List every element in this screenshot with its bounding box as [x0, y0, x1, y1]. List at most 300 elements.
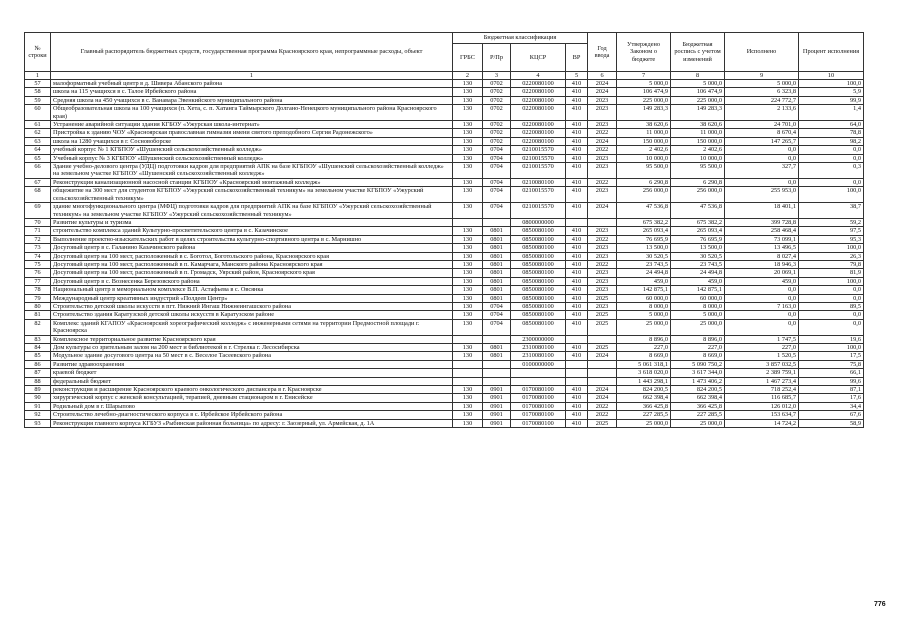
row-name: хирургический корпус с женской консультацией, терапией, дневным стационаром в г. Енисейске: [51, 394, 453, 402]
table-row: [25, 137, 864, 145]
row-percent: 5,9: [799, 88, 864, 96]
row-roster: 38 620,6: [671, 121, 725, 129]
row-name: здание многофункционального центра (МФЦ) подготовки кадров для предприятий АПК на базе КГБПОУ «Ужурский сельскохозяйственный техникум» на земельном участке КГБПОУ «Ужурский сельскохозяйственный техникум»: [51, 203, 453, 219]
row-executed: 147 265,7: [725, 137, 799, 145]
row-roster: 150 000,0: [671, 137, 725, 145]
row-percent: 97,5: [799, 227, 864, 235]
row-year: 2024: [588, 386, 617, 394]
row-grbs: 130: [453, 419, 483, 427]
table-row: [25, 129, 864, 137]
row-vr: 410: [566, 129, 588, 137]
row-executed: 258 468,4: [725, 227, 799, 235]
row-approved: 824 200,5: [617, 386, 671, 394]
row-name: Досуговый центр в с. Галанино Казачинского района: [51, 244, 453, 252]
row-roster: 675 382,2: [671, 218, 725, 226]
row-number: 75: [25, 260, 51, 268]
row-roster: 366 425,8: [671, 402, 725, 410]
row-approved: 8 000,0: [617, 302, 671, 310]
row-name: Национальный центр в мемориальном комплексе В.П. Астафьева в с. Овсянка: [51, 286, 453, 294]
row-executed: 0,0: [725, 178, 799, 186]
row-roster: 23 743,5: [671, 260, 725, 268]
row-rpr: 0801: [483, 277, 511, 285]
row-year: 2022: [588, 235, 617, 243]
row-approved: 225 000,0: [617, 96, 671, 104]
row-number: 66: [25, 163, 51, 179]
row-name: федеральный бюджет: [51, 377, 453, 385]
row-roster: 25 000,0: [671, 319, 725, 335]
row-kcsr: 0800000000: [511, 218, 566, 226]
row-percent: 0,0: [799, 319, 864, 335]
row-approved: 2 402,6: [617, 146, 671, 154]
row-year: 2023: [588, 269, 617, 277]
row-grbs: 130: [453, 121, 483, 129]
row-percent: 99,9: [799, 96, 864, 104]
row-executed: 24 701,0: [725, 121, 799, 129]
row-kcsr: 0850080100: [511, 227, 566, 235]
row-executed: 14 724,2: [725, 419, 799, 427]
row-percent: 0,0: [799, 146, 864, 154]
row-executed: 399 728,8: [725, 218, 799, 226]
row-grbs: 130: [453, 394, 483, 402]
row-approved: 142 875,1: [617, 286, 671, 294]
row-number: 73: [25, 244, 51, 252]
row-rpr: 0801: [483, 244, 511, 252]
row-name: школа на 1280 учащихся в г. Сосновоборске: [51, 137, 453, 145]
row-year: 2024: [588, 88, 617, 96]
row-percent: 26,3: [799, 252, 864, 260]
row-rpr: 0704: [483, 319, 511, 335]
row-vr: 410: [566, 302, 588, 310]
row-kcsr: 0850080100: [511, 260, 566, 268]
row-approved: 60 000,0: [617, 294, 671, 302]
row-percent: 38,7: [799, 203, 864, 219]
row-rpr: 0704: [483, 302, 511, 310]
row-year: 2022: [588, 260, 617, 268]
row-approved: 149 283,3: [617, 105, 671, 121]
row-roster: 5 000,0: [671, 311, 725, 319]
row-approved: 25 000,0: [617, 419, 671, 427]
row-grbs: 130: [453, 286, 483, 294]
row-year: 2025: [588, 294, 617, 302]
table-row: [25, 369, 864, 377]
row-roster: 60 000,0: [671, 294, 725, 302]
row-number: 89: [25, 386, 51, 394]
row-number: 69: [25, 203, 51, 219]
row-number: 92: [25, 411, 51, 419]
row-year: 2025: [588, 319, 617, 335]
page-number: 776: [874, 601, 886, 608]
row-vr: 410: [566, 96, 588, 104]
table-row: [25, 178, 864, 186]
row-grbs: [453, 335, 483, 343]
row-kcsr: 0850080100: [511, 302, 566, 310]
row-number: 72: [25, 235, 51, 243]
row-roster: 76 695,9: [671, 235, 725, 243]
row-number: 60: [25, 105, 51, 121]
row-kcsr: 0850080100: [511, 294, 566, 302]
row-executed: 13 496,5: [725, 244, 799, 252]
row-year: 2022: [588, 411, 617, 419]
row-roster: 30 520,5: [671, 252, 725, 260]
row-year: 2025: [588, 311, 617, 319]
row-grbs: 130: [453, 235, 483, 243]
table-row: [25, 88, 864, 96]
row-number: 79: [25, 294, 51, 302]
row-rpr: 0704: [483, 311, 511, 319]
row-rpr: 0702: [483, 96, 511, 104]
row-rpr: 0702: [483, 137, 511, 145]
row-approved: 227,0: [617, 344, 671, 352]
row-year: 2022: [588, 146, 617, 154]
row-percent: 98,2: [799, 137, 864, 145]
row-kcsr: 0220080100: [511, 105, 566, 121]
row-roster: 25 000,0: [671, 419, 725, 427]
row-year: 2023: [588, 252, 617, 260]
row-name: краевой бюджет: [51, 369, 453, 377]
header-grbs: ГРБС: [453, 44, 483, 72]
row-name: Пристройка к зданию ЧОУ «Красноярская православная гимназия имени святого преподобного Сергия Радонежского»: [51, 129, 453, 137]
row-approved: 1 443 298,1: [617, 377, 671, 385]
row-rpr: 0702: [483, 121, 511, 129]
row-year: [588, 369, 617, 377]
table-row: [25, 121, 864, 129]
row-grbs: 130: [453, 129, 483, 137]
row-executed: 0,0: [725, 154, 799, 162]
row-executed: 3 857 032,5: [725, 360, 799, 368]
row-executed: 5 000,0: [725, 80, 799, 88]
row-year: [588, 218, 617, 226]
row-roster: 459,0: [671, 277, 725, 285]
table-row: [25, 319, 864, 335]
row-number: 84: [25, 344, 51, 352]
row-kcsr: 0170080100: [511, 394, 566, 402]
row-rpr: 0704: [483, 146, 511, 154]
row-name: Развитие здравоохранения: [51, 360, 453, 368]
row-name: Досуговый центр на 100 мест, расположенный в п. Камарчага, Манского района Красноярского края: [51, 260, 453, 268]
table-row: [25, 377, 864, 385]
row-executed: 18 401,1: [725, 203, 799, 219]
row-vr: 410: [566, 121, 588, 129]
row-kcsr: [511, 377, 566, 385]
row-name: Средняя школа на 450 учащихся в с. Ванавара Эвенкийского муниципального района: [51, 96, 453, 104]
row-approved: 23 743,5: [617, 260, 671, 268]
row-kcsr: 0850080100: [511, 244, 566, 252]
row-rpr: 0801: [483, 235, 511, 243]
row-grbs: 130: [453, 178, 483, 186]
row-year: 2025: [588, 344, 617, 352]
row-number: 67: [25, 178, 51, 186]
row-rpr: 0801: [483, 252, 511, 260]
row-roster: 5 000,0: [671, 80, 725, 88]
row-year: 2023: [588, 227, 617, 235]
row-name: Модульное здание досугового центра на 50 мест в с. Веселое Тасеевского района: [51, 352, 453, 360]
row-rpr: 0901: [483, 419, 511, 427]
row-number: 91: [25, 402, 51, 410]
row-roster: 10 000,0: [671, 154, 725, 162]
row-name: общежитие на 300 мест для студентов КГБПОУ «Ужурский сельскохозяйственный техникум» на земельном участке КГБПОУ «Ужурский сельскохозяйственный техникум»: [51, 187, 453, 203]
row-vr: 410: [566, 235, 588, 243]
row-percent: 100,0: [799, 344, 864, 352]
row-percent: 89,5: [799, 302, 864, 310]
row-number: 88: [25, 377, 51, 385]
table-header: [25, 33, 864, 80]
row-grbs: [453, 369, 483, 377]
row-vr: 410: [566, 277, 588, 285]
row-rpr: [483, 218, 511, 226]
column-number: 2: [453, 72, 483, 80]
row-roster: 265 093,4: [671, 227, 725, 235]
row-percent: 0,0: [799, 286, 864, 294]
row-approved: 24 494,8: [617, 269, 671, 277]
row-percent: 67,6: [799, 411, 864, 419]
row-percent: 100,0: [799, 244, 864, 252]
table-row: [25, 411, 864, 419]
table-row: [25, 252, 864, 260]
row-percent: 100,0: [799, 80, 864, 88]
header-rpr: Р/Пр: [483, 44, 511, 72]
row-vr: 410: [566, 286, 588, 294]
table-row: [25, 402, 864, 410]
row-executed: 18 946,3: [725, 260, 799, 268]
row-vr: 410: [566, 386, 588, 394]
row-vr: 410: [566, 163, 588, 179]
row-number: 78: [25, 286, 51, 294]
row-number: 65: [25, 154, 51, 162]
row-number: 85: [25, 352, 51, 360]
row-executed: 153 634,7: [725, 411, 799, 419]
row-year: 2024: [588, 80, 617, 88]
row-percent: 87,1: [799, 386, 864, 394]
row-rpr: 0704: [483, 154, 511, 162]
row-rpr: 0801: [483, 344, 511, 352]
row-name: Реконструкция главного корпуса КГБУЗ «Рыбинская районная больница» по адресу: г. Заозерный, ул. Армейская, д. 1А: [51, 419, 453, 427]
row-roster: 149 283,3: [671, 105, 725, 121]
row-roster: 227 285,5: [671, 411, 725, 419]
row-number: 82: [25, 319, 51, 335]
row-rpr: [483, 369, 511, 377]
table-row: [25, 163, 864, 179]
row-executed: 327,7: [725, 163, 799, 179]
row-number: 70: [25, 218, 51, 226]
row-kcsr: 0850080100: [511, 286, 566, 294]
row-approved: 265 093,4: [617, 227, 671, 235]
table-row: [25, 187, 864, 203]
row-year: 2022: [588, 402, 617, 410]
row-year: 2024: [588, 203, 617, 219]
row-name: Досуговый центр на 100 мест, расположенный в с. Боготол, Боготольского района, Красноярского края: [51, 252, 453, 260]
row-grbs: 130: [453, 187, 483, 203]
row-roster: 256 000,0: [671, 187, 725, 203]
row-roster: 24 494,8: [671, 269, 725, 277]
row-vr: [566, 369, 588, 377]
row-percent: 75,8: [799, 360, 864, 368]
row-percent: 95,3: [799, 235, 864, 243]
row-vr: 410: [566, 187, 588, 203]
table-row: [25, 360, 864, 368]
row-roster: 3 617 344,0: [671, 369, 725, 377]
table-row: [25, 244, 864, 252]
table-row: [25, 302, 864, 310]
header-roster: Бюджетная роспись с учетом изменений: [671, 33, 725, 72]
table-row: [25, 146, 864, 154]
row-executed: 1 467 273,4: [725, 377, 799, 385]
row-vr: 410: [566, 88, 588, 96]
row-name: Дом культуры со зрительным залом на 200 мест и библиотекой в г. Стрелка г. Лесосибирска: [51, 344, 453, 352]
row-grbs: 130: [453, 319, 483, 335]
row-grbs: 130: [453, 146, 483, 154]
row-grbs: 130: [453, 252, 483, 260]
row-grbs: 130: [453, 344, 483, 352]
table-row: [25, 80, 864, 88]
row-rpr: 0901: [483, 402, 511, 410]
row-vr: 410: [566, 137, 588, 145]
row-name: малоформатный учебный центр в д. Шивера Абанского района: [51, 80, 453, 88]
row-grbs: 130: [453, 105, 483, 121]
row-kcsr: 0850080100: [511, 252, 566, 260]
row-kcsr: 0220080100: [511, 121, 566, 129]
row-year: 2022: [588, 178, 617, 186]
row-name: учебный корпус № 1 КГБПОУ «Шушенский сельскохозяйственный колледж»: [51, 146, 453, 154]
row-name: Досуговый центр в с. Вознесенка Березовского района: [51, 277, 453, 285]
row-grbs: 130: [453, 260, 483, 268]
row-percent: 19,6: [799, 335, 864, 343]
row-number: 81: [25, 311, 51, 319]
column-number: 8: [671, 72, 725, 80]
row-vr: 410: [566, 252, 588, 260]
row-executed: 73 099,1: [725, 235, 799, 243]
row-year: 2023: [588, 286, 617, 294]
row-vr: 410: [566, 411, 588, 419]
row-vr: 410: [566, 203, 588, 219]
row-name: Досуговый центр на 100 мест, расположенный в п. Громадск, Уярский район, Красноярского края: [51, 269, 453, 277]
row-percent: 100,0: [799, 187, 864, 203]
row-number: 61: [25, 121, 51, 129]
row-grbs: 130: [453, 411, 483, 419]
table-row: [25, 277, 864, 285]
header-executed: Исполнено: [725, 33, 799, 72]
row-approved: 5 061 318,1: [617, 360, 671, 368]
row-grbs: 130: [453, 302, 483, 310]
row-approved: 13 500,0: [617, 244, 671, 252]
row-vr: 410: [566, 419, 588, 427]
row-percent: 34,4: [799, 402, 864, 410]
row-year: [588, 335, 617, 343]
row-percent: 66,1: [799, 369, 864, 377]
row-rpr: 0901: [483, 411, 511, 419]
row-number: 80: [25, 302, 51, 310]
row-name: Реконструкция канализационной насосной станции КГБПОУ «Красноярский монтажный колледж»: [51, 178, 453, 186]
row-number: 76: [25, 269, 51, 277]
row-grbs: [453, 360, 483, 368]
row-kcsr: 0210015570: [511, 146, 566, 154]
table-row: [25, 419, 864, 427]
row-kcsr: 0220080100: [511, 88, 566, 96]
row-kcsr: 0210015570: [511, 154, 566, 162]
row-number: 58: [25, 88, 51, 96]
row-year: 2023: [588, 121, 617, 129]
row-kcsr: 0220080100: [511, 80, 566, 88]
row-vr: [566, 377, 588, 385]
row-year: 2023: [588, 154, 617, 162]
row-roster: 106 474,9: [671, 88, 725, 96]
row-name: Родильный дом в г. Шарыпово: [51, 402, 453, 410]
row-vr: 410: [566, 80, 588, 88]
row-grbs: 130: [453, 227, 483, 235]
table-row: [25, 235, 864, 243]
column-number: 9: [725, 72, 799, 80]
document-page: [24, 32, 863, 428]
row-number: 77: [25, 277, 51, 285]
row-percent: 100,0: [799, 277, 864, 285]
table-row: [25, 154, 864, 162]
row-percent: 0,0: [799, 154, 864, 162]
row-number: 63: [25, 137, 51, 145]
row-name: Устранение аварийной ситуации здания КГБОУ «Ужурская школа-интернат»: [51, 121, 453, 129]
row-kcsr: 0210015570: [511, 203, 566, 219]
row-executed: 116 685,7: [725, 394, 799, 402]
row-grbs: 130: [453, 269, 483, 277]
row-roster: 1 473 406,2: [671, 377, 725, 385]
row-roster: 8 000,0: [671, 302, 725, 310]
row-rpr: [483, 377, 511, 385]
row-grbs: 130: [453, 311, 483, 319]
row-number: 86: [25, 360, 51, 368]
table-row: [25, 311, 864, 319]
row-approved: 366 425,8: [617, 402, 671, 410]
table-row: [25, 218, 864, 226]
table-row: [25, 105, 864, 121]
row-percent: 81,9: [799, 269, 864, 277]
row-executed: 255 953,0: [725, 187, 799, 203]
row-grbs: 130: [453, 402, 483, 410]
row-executed: 8 670,4: [725, 129, 799, 137]
row-name: Строительство здания Каратузской детской школы искусств в Каратузском районе: [51, 311, 453, 319]
row-roster: 824 200,5: [671, 386, 725, 394]
row-vr: 410: [566, 178, 588, 186]
row-roster: 8 669,0: [671, 352, 725, 360]
row-rpr: 0801: [483, 260, 511, 268]
row-executed: 126 012,0: [725, 402, 799, 410]
row-roster: 11 000,0: [671, 129, 725, 137]
row-percent: 17,6: [799, 394, 864, 402]
row-rpr: 0801: [483, 352, 511, 360]
table-row: [25, 260, 864, 268]
row-grbs: 130: [453, 244, 483, 252]
row-name: Комплексное территориальное развитие Красноярского края: [51, 335, 453, 343]
row-number: 74: [25, 252, 51, 260]
row-grbs: 130: [453, 137, 483, 145]
header-vr: ВР: [566, 44, 588, 72]
row-rpr: 0801: [483, 286, 511, 294]
row-name: Международный центр креативных индустрий «Полдеев Центр»: [51, 294, 453, 302]
row-approved: 675 382,2: [617, 218, 671, 226]
row-name: Развитие культуры и туризма: [51, 218, 453, 226]
row-year: 2022: [588, 129, 617, 137]
row-grbs: 130: [453, 294, 483, 302]
row-kcsr: 0220080100: [511, 96, 566, 104]
row-rpr: 0702: [483, 129, 511, 137]
row-number: 90: [25, 394, 51, 402]
row-kcsr: 0850080100: [511, 277, 566, 285]
row-percent: 1,4: [799, 105, 864, 121]
row-number: 83: [25, 335, 51, 343]
row-name: строительство комплекса зданий Культурно-просветительского центра в с. Казачинское: [51, 227, 453, 235]
row-number: 59: [25, 96, 51, 104]
table-row: [25, 96, 864, 104]
column-number: 5: [566, 72, 588, 80]
row-year: [588, 377, 617, 385]
header-budget-classification: Бюджетная классификация: [453, 33, 588, 44]
